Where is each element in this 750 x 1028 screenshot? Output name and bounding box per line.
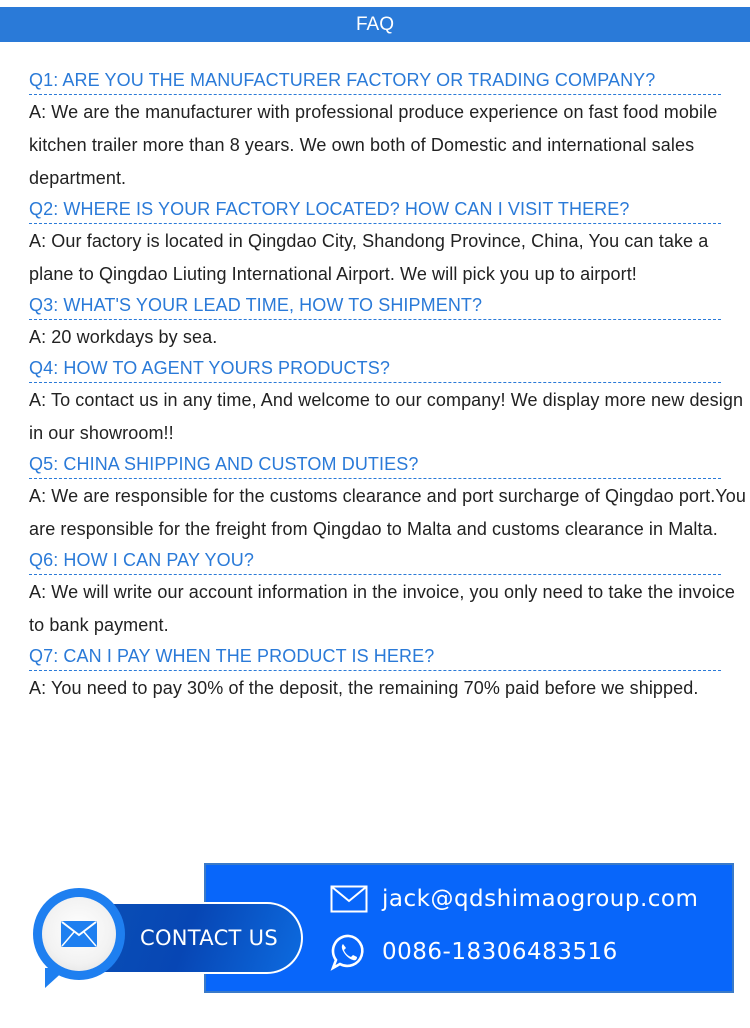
faq-list <box>29 66 747 705</box>
faq-item <box>29 354 744 450</box>
faq-answer: A: We are the manufacturer with professional produce experience on fast food mobile kitchen trailer more than 8 years. We own both of Domestic and international sales department. <box>29 102 718 188</box>
faq-item <box>29 66 721 195</box>
faq-answer: A: To contact us in any time, And welcome to our company! We display more new design in our showroom!! <box>29 390 744 443</box>
page-title: FAQ <box>355 14 394 35</box>
faq-question: Q7: CAN I PAY WHEN THE PRODUCT IS HERE? <box>29 642 721 671</box>
whatsapp-icon <box>330 933 368 971</box>
faq-question: Q5: CHINA SHIPPING AND CUSTOM DUTIES? <box>29 450 721 479</box>
contact-us-label: CONTACT US <box>140 926 278 950</box>
faq-question: Q1: ARE YOU THE MANUFACTURER FACTORY OR TRADING COMPANY? <box>29 66 721 95</box>
faq-answer: A: We are responsible for the customs clearance and port surcharge of Qingdao port.You are responsible for the freight from Qingdao to Malta and customs clearance in Malta. <box>29 486 747 539</box>
envelope-outline-icon <box>330 885 368 913</box>
faq-question: Q2: WHERE IS YOUR FACTORY LOCATED? HOW CAN I VISIT THERE? <box>29 195 721 224</box>
faq-answer: A: Our factory is located in Qingdao City, Shandong Province, China, You can take a plane to Qingdao Liuting International Airport. We will pick you up to airport! <box>29 231 709 284</box>
faq-answer: A: 20 workdays by sea. <box>29 327 218 347</box>
bubble-inner <box>42 897 116 971</box>
faq-item <box>29 450 747 546</box>
faq-question: Q3: WHAT'S YOUR LEAD TIME, HOW TO SHIPMENT? <box>29 291 721 320</box>
faq-answer: A: You need to pay 30% of the deposit, the remaining 70% paid before we shipped. <box>29 678 699 698</box>
contact-bubble[interactable] <box>33 888 125 980</box>
phone-row[interactable] <box>330 933 618 971</box>
contact-phone[interactable]: 0086-18306483516 <box>382 939 618 965</box>
faq-question: Q6: HOW I CAN PAY YOU? <box>29 546 721 575</box>
contact-us-button[interactable] <box>95 902 303 974</box>
envelope-icon <box>61 921 97 947</box>
faq-answer: A: We will write our account information in the invoice, you only need to take the invoice to bank payment. <box>29 582 736 635</box>
faq-item <box>29 195 721 291</box>
contact-banner <box>0 850 750 1010</box>
faq-question: Q4: HOW TO AGENT YOURS PRODUCTS? <box>29 354 721 383</box>
email-row[interactable] <box>330 885 698 913</box>
contact-email[interactable]: jack@qdshimaogroup.com <box>382 886 699 912</box>
faq-item <box>29 291 721 354</box>
faq-header <box>0 7 750 42</box>
faq-item <box>29 546 736 642</box>
faq-item <box>29 642 721 705</box>
